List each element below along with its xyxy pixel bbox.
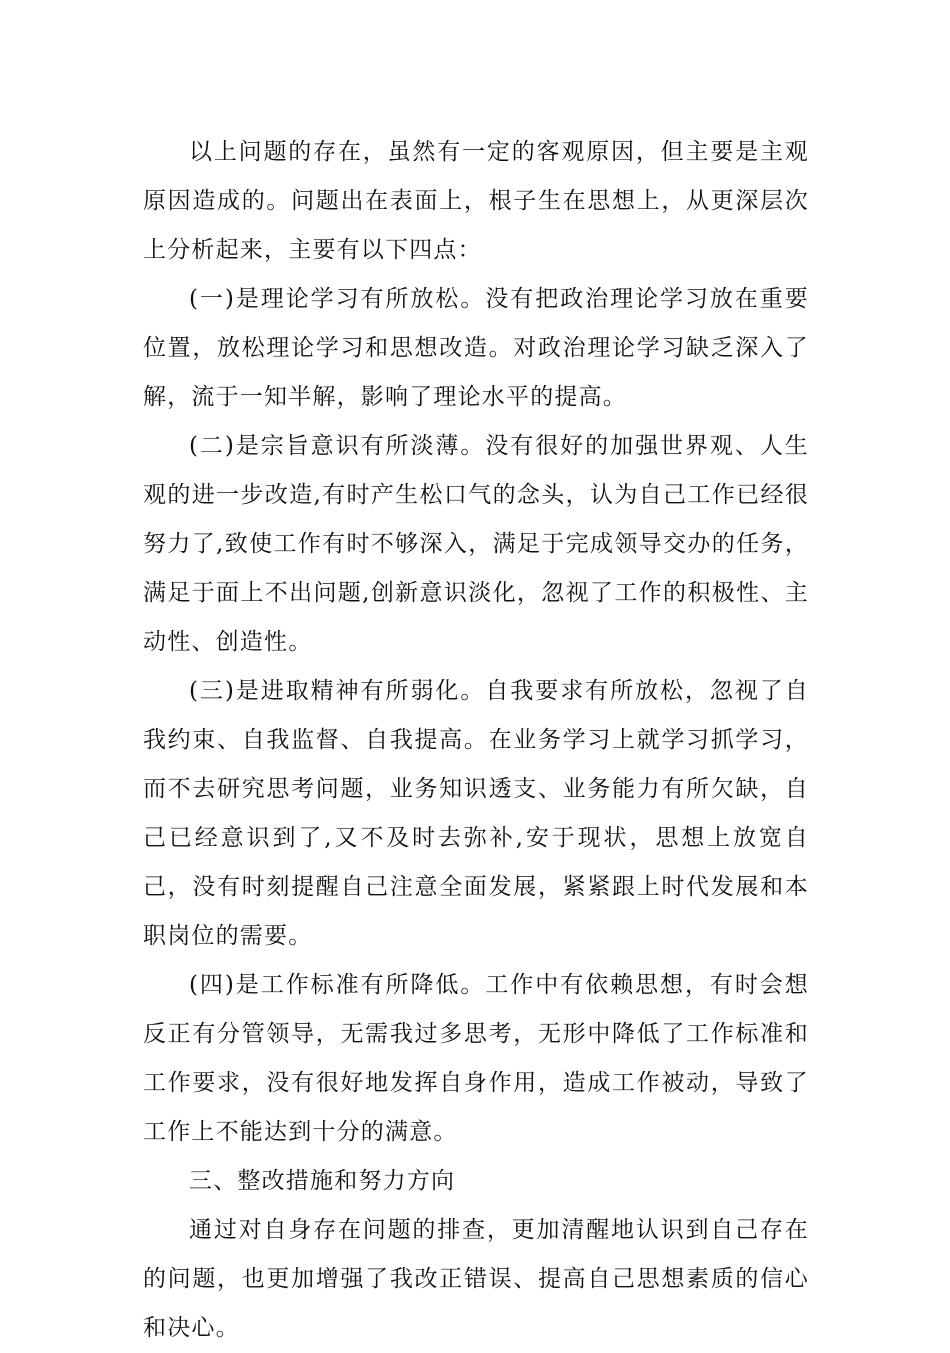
- paragraph-intro: 以上问题的存在，虽然有一定的客观原因，但主要是主观原因造成的。问题出在表面上，根子生在思想上，从更深层次上分析起来，主要有以下四点：: [143, 139, 809, 263]
- paragraph-point-3: (三)是进取精神有所弱化。自我要求有所放松，忽视了自我约束、自我监督、自我提高。在业务学习上就学习抓学习，而不去研究思考问题，业务知识透支、业务能力有所欠缺，自己已经意识到了,又不及时去弥补,安于现状，思想上放宽自己，没有时刻提醒自己注意全面发展，紧紧跟上时代发展和本职岗位的需要。: [143, 678, 809, 949]
- paragraph-point-4: (四)是工作标准有所降低。工作中有依赖思想，有时会想反正有分管领导，无需我过多思考，无形中降低了工作标准和工作要求，没有很好地发挥自身作用，造成工作被动，导致了工作上不能达到十分的满意。: [143, 972, 809, 1145]
- document-body: [143, 128, 809, 1353]
- paragraph-point-2: (二)是宗旨意识有所淡薄。没有很好的加强世界观、人生观的进一步改造,有时产生松口气的念头，认为自己工作已经很努力了,致使工作有时不够深入，满足于完成领导交办的任务，满足于面上不出问题,创新意识淡化，忽视了工作的积极性、主动性、创造性。: [143, 433, 809, 655]
- paragraph-closing: 通过对自身存在问题的排查，更加清醒地认识到自己存在的问题，也更加增强了我改正错误、提高自己思想素质的信心和决心。: [143, 1217, 809, 1341]
- section-heading: 三、整改措施和努力方向: [189, 1168, 456, 1194]
- paragraph-point-1: (一)是理论学习有所放松。没有把政治理论学习放在重要位置，放松理论学习和思想改造。对政治理论学习缺乏深入了解，流于一知半解，影响了理论水平的提高。: [143, 286, 809, 410]
